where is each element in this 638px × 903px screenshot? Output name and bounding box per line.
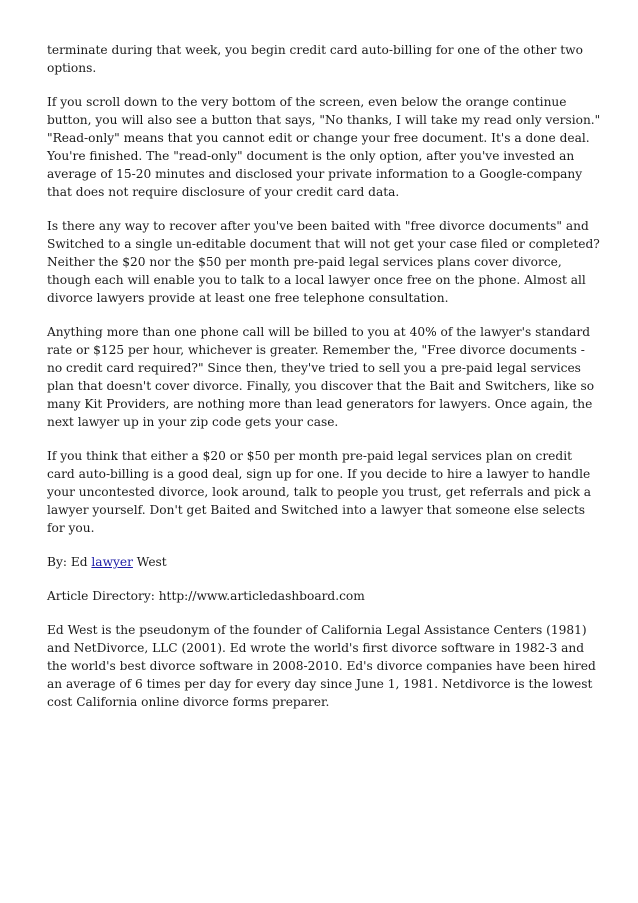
paragraph-read-only-button: If you scroll down to the very bottom of the screen, even below the orange continue button, you will also see a button that says, "No thanks, I will take my read only version." "Read-only" means that you cannot edit or change your free document. It's a done deal. You're finished. The "read-only" document is the only option, after you've invested an average of 15-20 minutes and disclosed your private information to a Google-company that does not require disclosure of your credit card data. bbox=[47, 95, 601, 199]
author-bio: Ed West is the pseudonym of the founder of California Legal Assistance Centers (1981) and NetDivorce, LLC (2001). Ed wrote the world's first divorce software in 1982-3 and the world's best divorce software in 2008-2010. Ed's divorce companies have been hired an average of 6 times per day for every day since June 1, 1981. Netdivorce is the lowest cost California online divorce forms preparer. bbox=[47, 623, 596, 709]
article-directory: Article Directory: http://www.articledashboard.com bbox=[47, 589, 365, 603]
byline bbox=[47, 553, 603, 571]
paragraph-continuation: terminate during that week, you begin credit card auto-billing for one of the other two options. bbox=[47, 43, 583, 75]
lawyer-link[interactable]: lawyer bbox=[91, 555, 133, 569]
paragraph-advice: If you think that either a $20 or $50 per month pre-paid legal services plan on credit card auto-billing is a good deal, sign up for one. If you decide to hire a lawyer to handle your uncontested divorce, look around, talk to people you trust, get referrals and pick a lawyer yourself. Don't get Baited and Switched into a lawyer that someone else selects for you. bbox=[47, 449, 591, 535]
byline-suffix: West bbox=[132, 555, 167, 569]
paragraph-billing: Anything more than one phone call will be billed to you at 40% of the lawyer's standard rate or $125 per hour, whichever is greater. Remember the, "Free divorce documents - no credit card required?" Since then, they've tried to sell you a pre-paid legal services plan that doesn't cover divorce. Finally, you discover that the Bait and Switchers, like so many Kit Providers, are nothing more than lead generators for lawyers. Once again, the next lawyer up in your zip code gets your case. bbox=[47, 325, 595, 429]
document-page bbox=[47, 41, 603, 727]
byline-prefix: By: Ed bbox=[47, 555, 92, 569]
paragraph-recover: Is there any way to recover after you've been baited with "free divorce documents" and Switched to a single un-editable document that will not get your case filed or completed? Neither the $20 nor the $50 per month pre-paid legal services plans cover divorce, though each will enable you to talk to a local lawyer once free on the phone. Almost all divorce lawyers provide at least one free telephone consultation. bbox=[47, 219, 600, 305]
